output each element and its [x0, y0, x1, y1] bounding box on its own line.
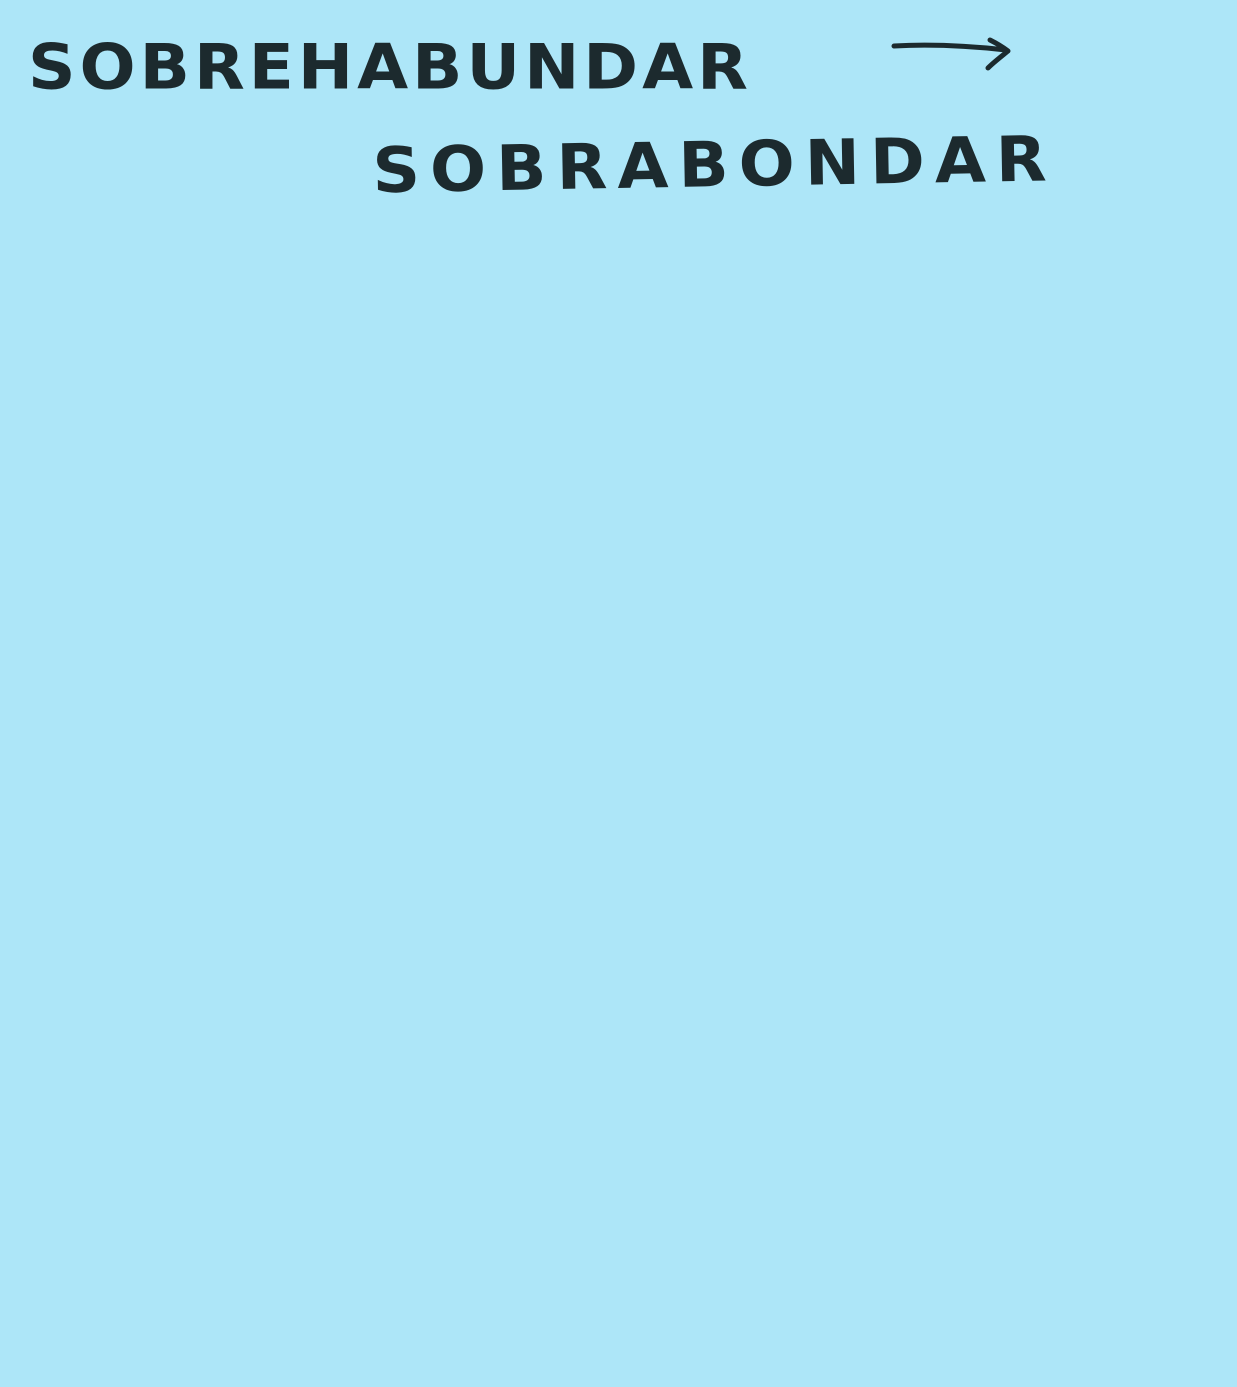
right-arrow-icon — [890, 34, 1014, 78]
original-word: SOBREHABUNDAR — [28, 30, 752, 104]
corrected-word: SOBRABONDAR — [371, 122, 1058, 208]
